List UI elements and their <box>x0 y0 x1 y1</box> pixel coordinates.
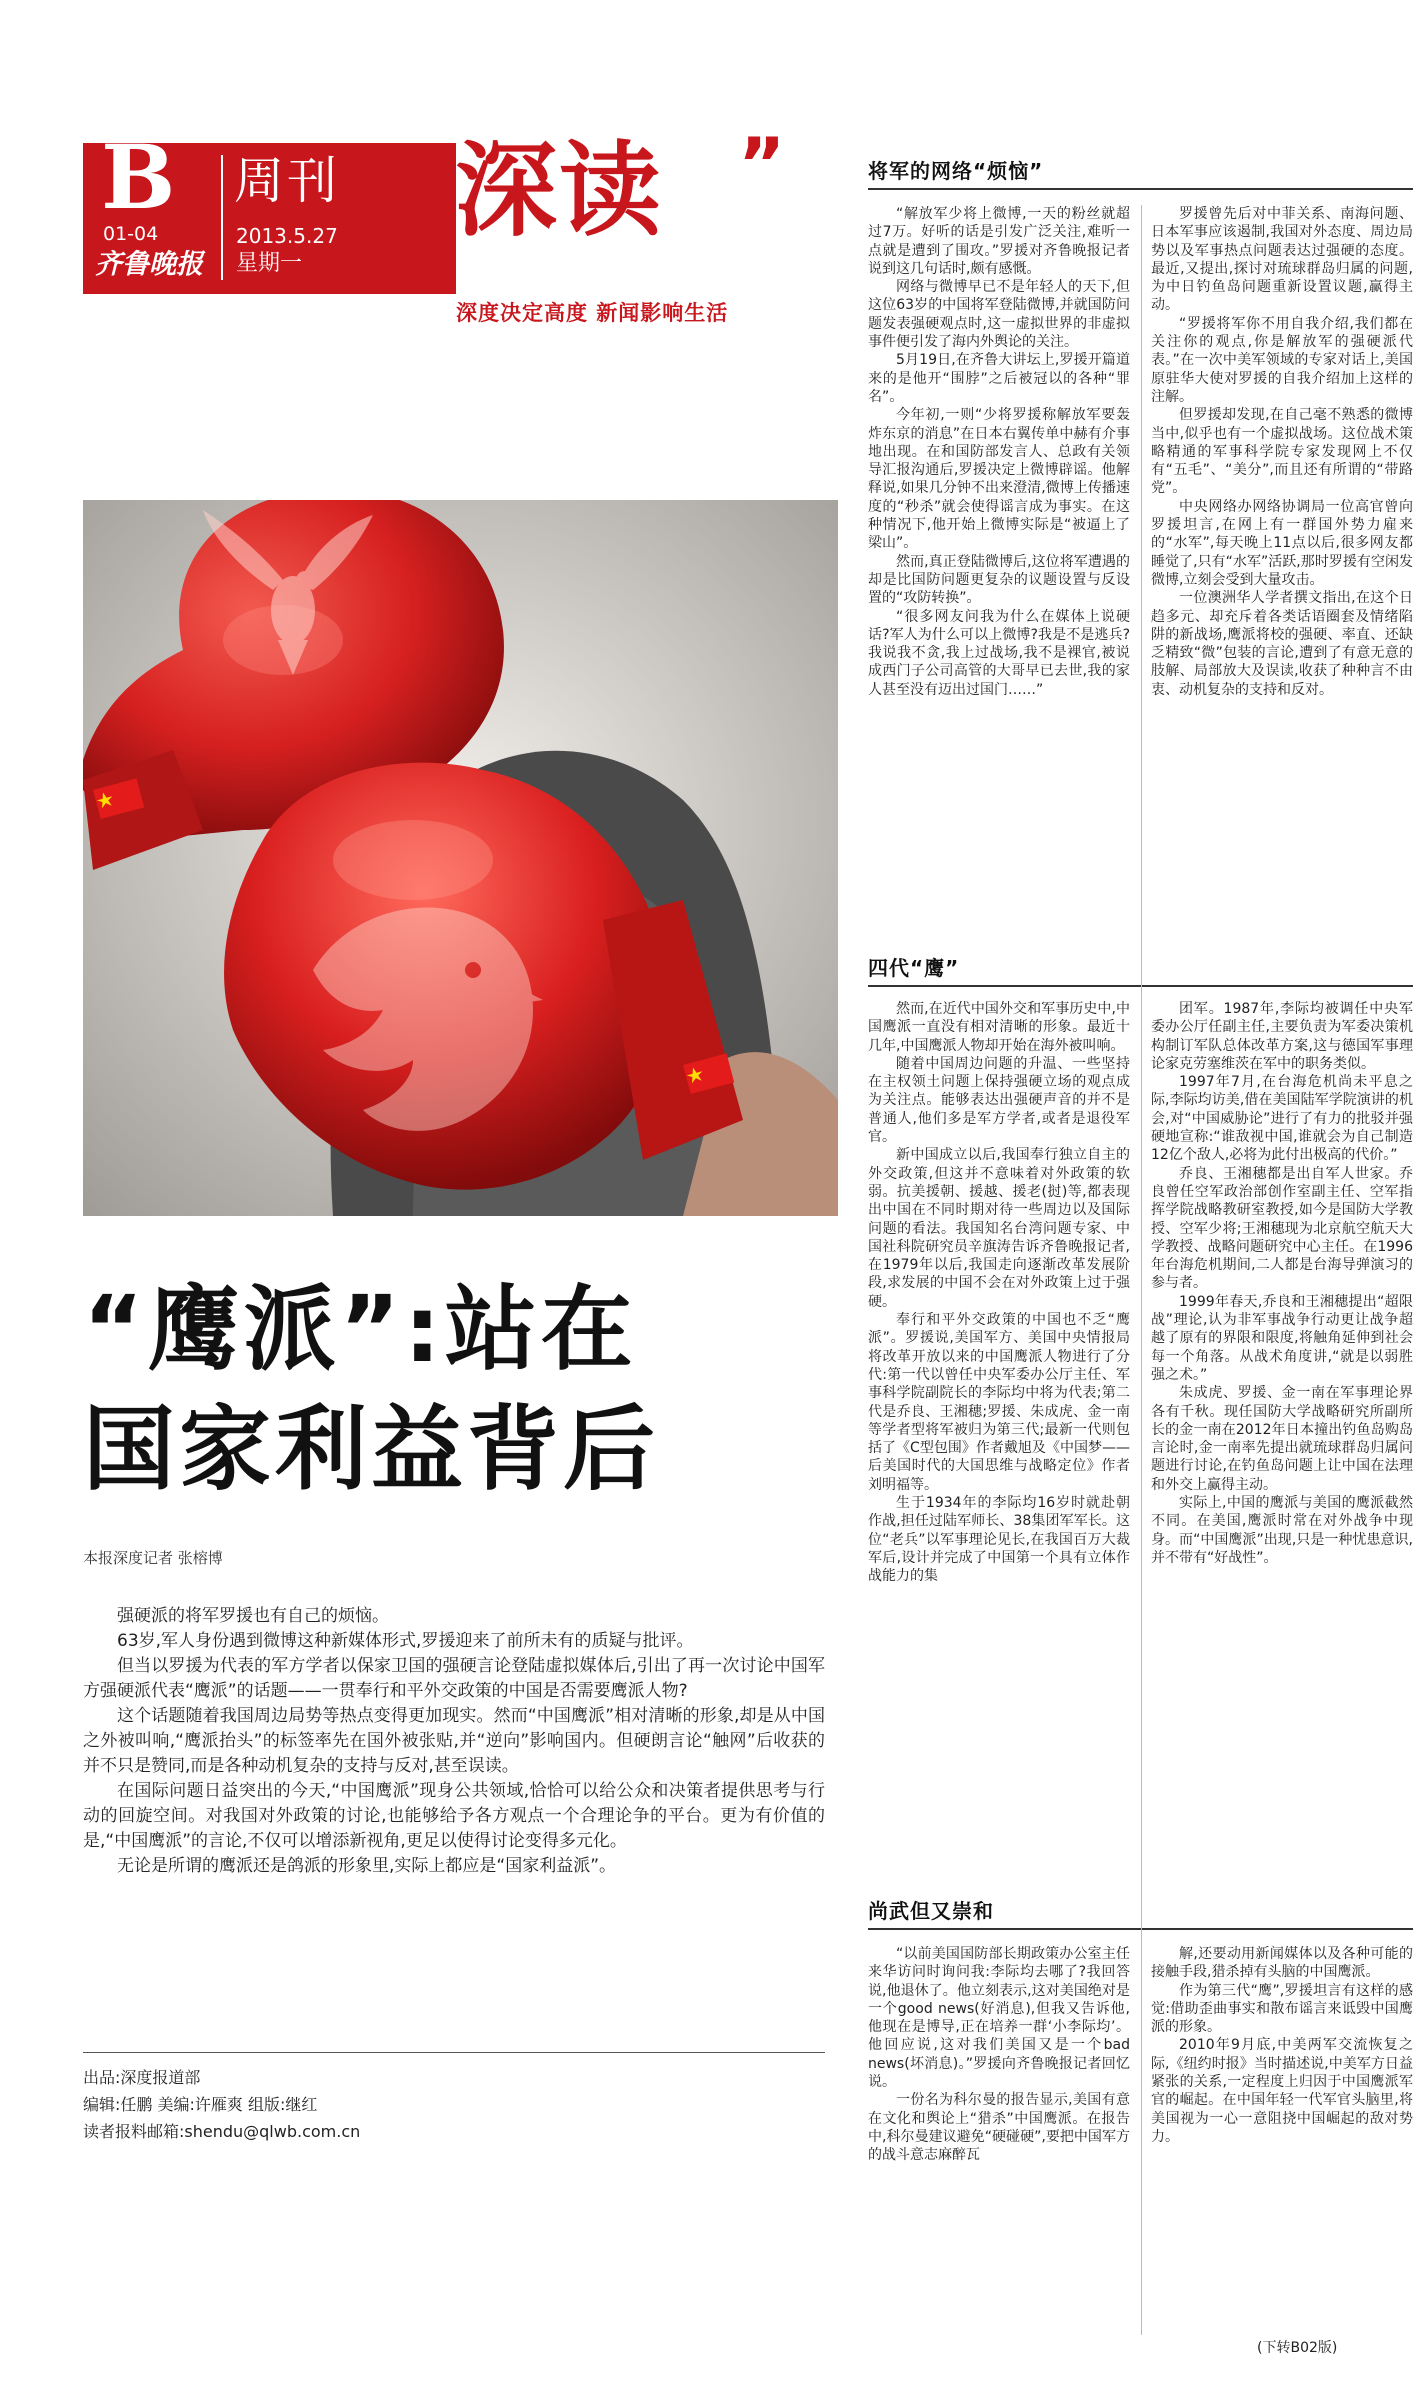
paragraph: 中央网络办网络协调局一位高官曾向罗援坦言,在网上有一群国外势力雇来的“水军”,每天晚上11点以后,很多网友都睡觉了,只有“水军”活跃,那时罗援有空闲发微博,立刻会受到大量攻击。 <box>1151 498 1413 588</box>
intro-paragraph: 强硬派的将军罗援也有自己的烦恼。 <box>117 1606 389 1626</box>
paragraph: 但罗援却发现,在自己毫不熟悉的微博当中,似乎也有一个虚拟战场。这位战术策略精通的军事科学院专家发现网上不仅有“五毛”、“美分”,而且还有所谓的“带路党”。 <box>1151 407 1413 497</box>
weekly-label: 周刊 <box>234 152 340 210</box>
paragraph: 1999年春天,乔良和王湘穗提出“超限战”理论,认为非军事战争行动更让战争超越了原有的界限和限度,将触角延伸到社会每一个角落。从战术角度讲,“就是以弱胜强之术。” <box>1151 1293 1413 1383</box>
byline: 本报深度记者 张榕博 <box>83 1549 223 1567</box>
paragraph: 朱成虎、罗援、金一南在军事理论界各有千秋。现任国防大学战略研究所副所长的金一南在2012年日本撞出钓鱼岛购岛言论时,金一南率先提出就琉球群岛归属问题进行讨论,在钓鱼岛问题上让中国在法理和外交上赢得主动。 <box>1151 1385 1413 1493</box>
section-1-column-right <box>1151 205 1413 970</box>
brand-slogan: 深度决定高度 新闻影响生活 <box>456 301 729 325</box>
masthead-divider <box>221 155 223 280</box>
paragraph: 1997年7月,在台海危机尚未平息之际,李际均访美,借在美国陆军学院演讲的机会,对“中国威胁论”进行了有力的批驳并强硬地宣称:“谁敌视中国,谁就会为自己制造12亿个敌人,必将为此付出极高的代价。” <box>1151 1074 1413 1164</box>
intro-paragraph: 这个话题随着我国周边局势等热点变得更加现实。然而“中国鹰派”相对清晰的形象,却是从中国之外被叫响,“鹰派抬头”的标签率先在国外被张贴,并“逆向”影响国内。但硬朗言论“触网”后收获的并不只是赞同,而是各种动机复杂的支持与反对,甚至误读。 <box>83 1706 825 1776</box>
paragraph: 新中国成立以后,我国奉行独立自主的外交政策,但这并不意味着对外政策的软弱。抗美援朝、援越、援老(挝)等,都表现出中国在不同时期对待一些周边以及国际问题的看法。我国知名台湾问题专家、中国社科院研究员辛旗涛告诉齐鲁晚报记者,在1979年以后,我国走向逐渐改革发展阶段,求发展的中国不会在对外政策上过于强硬。 <box>868 1147 1130 1310</box>
paragraph: 作为第三代“鹰”,罗援坦言有这样的感觉:借助歪曲事实和散布谣言来诋毁中国鹰派的形象。 <box>1151 1982 1413 2036</box>
paragraph: “罗援将军你不用自我介绍,我们都在关注你的观点,你是解放军的强硬派代表。”在一次中美军领域的专家对话上,美国原驻华大使对罗援的自我介绍加上这样的注解。 <box>1151 315 1413 405</box>
paragraph: 网络与微博早已不是年轻人的天下,但这位63岁的中国将军登陆微博,并就国防问题发表强硬观点时,这一虚拟世界的非虚拟事件便引发了海内外舆论的关注。 <box>868 279 1130 351</box>
paragraph: “解放军少将上微博,一天的粉丝就超过7万。好听的话是引发广泛关注,难听一点就是遭到了围攻。”罗援对齐鲁晚报记者说到这几句话时,颇有感慨。 <box>868 206 1130 277</box>
section-rule-1 <box>868 188 1413 190</box>
issue-weekday: 星期一 <box>236 251 303 276</box>
paragraph: 今年初,一则“少将罗援称解放军要轰炸东京的消息”在日本右翼传单中赫有介事地出现。在和国防部发言人、总政有关领导汇报沟通后,罗援决定上微博辟谣。他解释说,如果几分钟不出来澄清,微博上传播速度的“秒杀”就会使得谣言成为事实。在这种情况下,他开始上微博实际是“被逼上了梁山”。 <box>868 407 1130 552</box>
credits-divider <box>83 2052 825 2053</box>
masthead <box>83 125 456 294</box>
headline-line2: 国家利益背后 <box>83 1395 660 1503</box>
section-2-column-left <box>868 1000 1130 1872</box>
paragraph: 奉行和平外交政策的中国也不乏“鹰派”。罗援说,美国军方、美国中央情报局将改革开放以来的中国鹰派人物进行了分代:第一代以曾任中央军委办公厅主任、军事科学院副院长的李际均中将为代表;第二代是乔良、王湘穗;罗援、朱成虎、金一南等学者型将军被归为第三代;最新一代则包括了《C型包围》作者戴旭及《中国梦——后美国时代的大国思维与战略定位》作者刘明福等。 <box>868 1312 1130 1493</box>
page-range: 01-04 <box>103 223 159 245</box>
paragraph: 随着中国周边问题的升温、一些坚持在主权领土问题上保持强硬立场的观点成为关注点。能够表达出强硬声音的并不是普通人,他们多是军方学者,或者是退役军官。 <box>868 1055 1130 1146</box>
paragraph: “以前美国国防部长期政策办公室主任来华访问时询问我:李际均去哪了?我回答说,他退休了。他立刻表示,这对美国绝对是一个good news(好消息),但我又告诉他,他现在是博导,正在培养一群‘小李际均’。他回应说,这对我们美国又是一个bad news(坏消息)。”罗援向齐鲁晚报记者回忆说。 <box>868 1946 1130 2091</box>
intro-body <box>83 1604 825 1879</box>
brand-quote-mark: ” <box>738 122 786 206</box>
column-divider <box>1141 205 1142 2335</box>
paragraph: 然而,真正登陆微博后,这位将军遭遇的却是比国防问题更复杂的议题设置与反设置的“攻防转换”。 <box>868 553 1130 607</box>
paragraph: 乔良、王湘穗都是出自军人世家。乔良曾任空军政治部创作室副主任、空军指挥学院战略教研室教授,如今是国防大学教授、空军少将;王湘穗现为北京航空航天大学教授、战略问题研究中心主任。在1996年台海危机期间,二人都是台海导弹演习的参与者。 <box>1151 1165 1413 1292</box>
section-title-2: 四代“鹰” <box>868 956 960 980</box>
section-2-column-right <box>1151 1000 1413 1872</box>
section-3-column-right <box>1151 1945 1413 2330</box>
headline <box>83 1270 843 1509</box>
credits-editors: 编辑:任鹏 美编:许雁爽 组版:继红 <box>83 2095 318 2114</box>
issue-date: 2013.5.27 <box>236 224 338 248</box>
intro-paragraph: 无论是所谓的鹰派还是鸽派的形象里,实际上都应是“国家利益派”。 <box>117 1856 617 1876</box>
paragraph: 罗援曾先后对中菲关系、南海问题、日本军事应该遏制,我国对外态度、周边局势以及军事热点问题表达过强硬的态度。最近,又提出,探讨对琉球群岛归属的问题,为中日钓鱼岛问题重新设置议题,赢得主动。 <box>1151 206 1413 314</box>
intro-paragraph: 但当以罗援为代表的军方学者以保家卫国的强硬言论登陆虚拟媒体后,引出了再一次讨论中国军方强硬派代表“鹰派”的话题——一贯奉行和平外交政策的中国是否需要鹰派人物? <box>83 1656 825 1701</box>
section-3-column-left <box>868 1945 1130 2330</box>
intro-paragraph: 63岁,军人身份遇到微博这种新媒体形式,罗援迎来了前所未有的质疑与批评。 <box>117 1631 694 1651</box>
headline-line1: “鹰派”:站在 <box>83 1276 637 1383</box>
credits <box>83 2064 825 2145</box>
paragraph: 2010年9月底,中美两军交流恢复之际,《纽约时报》当时描述说,中美军方日益紧张的关系,一定程度上归因于中国鹰派军官的崛起。在中国年轻一代军官头脑里,将美国视为一心一意阻挠中国崛起的敌对势力。 <box>1151 2037 1413 2145</box>
section-1-column-left <box>868 205 1130 970</box>
section-title-3: 尚武但又崇和 <box>868 1899 994 1923</box>
paragraph: 一份名为科尔曼的报告显示,美国有意在文化和舆论上“猎杀”中国鹰派。在报告中,科尔曼建议避免“硬碰硬”,要把中国军方的战斗意志麻醉瓦 <box>868 2092 1130 2164</box>
paragraph: 生于1934年的李际均16岁时就赴朝作战,担任过陆军师长、38集团军军长。这位“老兵”以军事理论见长,在我国百万大裁军后,设计并完成了中国第一个具有立体作战能力的集 <box>868 1495 1130 1585</box>
paragraph: 5月19日,在齐鲁大讲坛上,罗援开篇道来的是他开“围脖”之后被冠以的各种“罪名”。 <box>868 352 1130 405</box>
intro-paragraph: 在国际问题日益突出的今天,“中国鹰派”现身公共领域,恰恰可以给公众和决策者提供思考与行动的回旋空间。对我国对外政策的讨论,也能够给予各方观点一个合理论争的平台。更为有价值的是,“中国鹰派”的言论,不仅可以增添新视角,更足以使得讨论变得多元化。 <box>83 1781 825 1851</box>
credits-email: 读者报料邮箱:shendu@qlwb.com.cn <box>83 2122 361 2141</box>
paragraph: 实际上,中国的鹰派与美国的鹰派截然不同。在美国,鹰派时常在对外战争中现身。而“中国鹰派”出现,只是一种忧患意识,并不带有“好战性”。 <box>1151 1495 1413 1566</box>
paragraph: “很多网友问我为什么在媒体上说硬话?军人为什么可以上微博?我是不是逃兵?我说我不贪,我上过战场,我不是裸官,被说成西门子公司高管的大哥早已去世,我的家人甚至没有迈出过国门……” <box>868 608 1130 698</box>
continued-on-label: (下转B02版) <box>1257 2340 1338 2356</box>
paragraph: 解,还要动用新闻媒体以及各种可能的接触手段,猎杀掉有头脑的中国鹰派。 <box>1151 1946 1413 1981</box>
section-title-1: 将军的网络“烦恼” <box>868 159 1044 183</box>
paragraph: 团军。1987年,李际均被调任中央军委办公厅任副主任,主要负责为军委决策机构制订军队总体改革方案,这与德国军事理论家克劳塞维茨在军中的职务类似。 <box>1151 1001 1413 1072</box>
brand-title: 深读 <box>455 132 663 251</box>
boxing-gloves-photo <box>83 500 838 1216</box>
section-letter: B <box>101 125 176 229</box>
newspaper-name: 齐鲁晚报 <box>95 249 203 280</box>
paragraph: 然而,在近代中国外交和军事历史中,中国鹰派一直没有相对清晰的形象。最近十几年,中国鹰派人物却开始在海外被叫响。 <box>868 1001 1130 1054</box>
paragraph: 一位澳洲华人学者撰文指出,在这个日趋多元、却充斥着各类话语圈套及情绪陷阱的新战场,鹰派将校的强硬、率直、还缺乏精致“微”包装的言论,遭到了有意无意的肢解、局部放大及误读,收获了种种言不由衷、动机复杂的支持和反对。 <box>1151 590 1413 698</box>
credits-producer: 出品:深度报道部 <box>83 2068 201 2087</box>
